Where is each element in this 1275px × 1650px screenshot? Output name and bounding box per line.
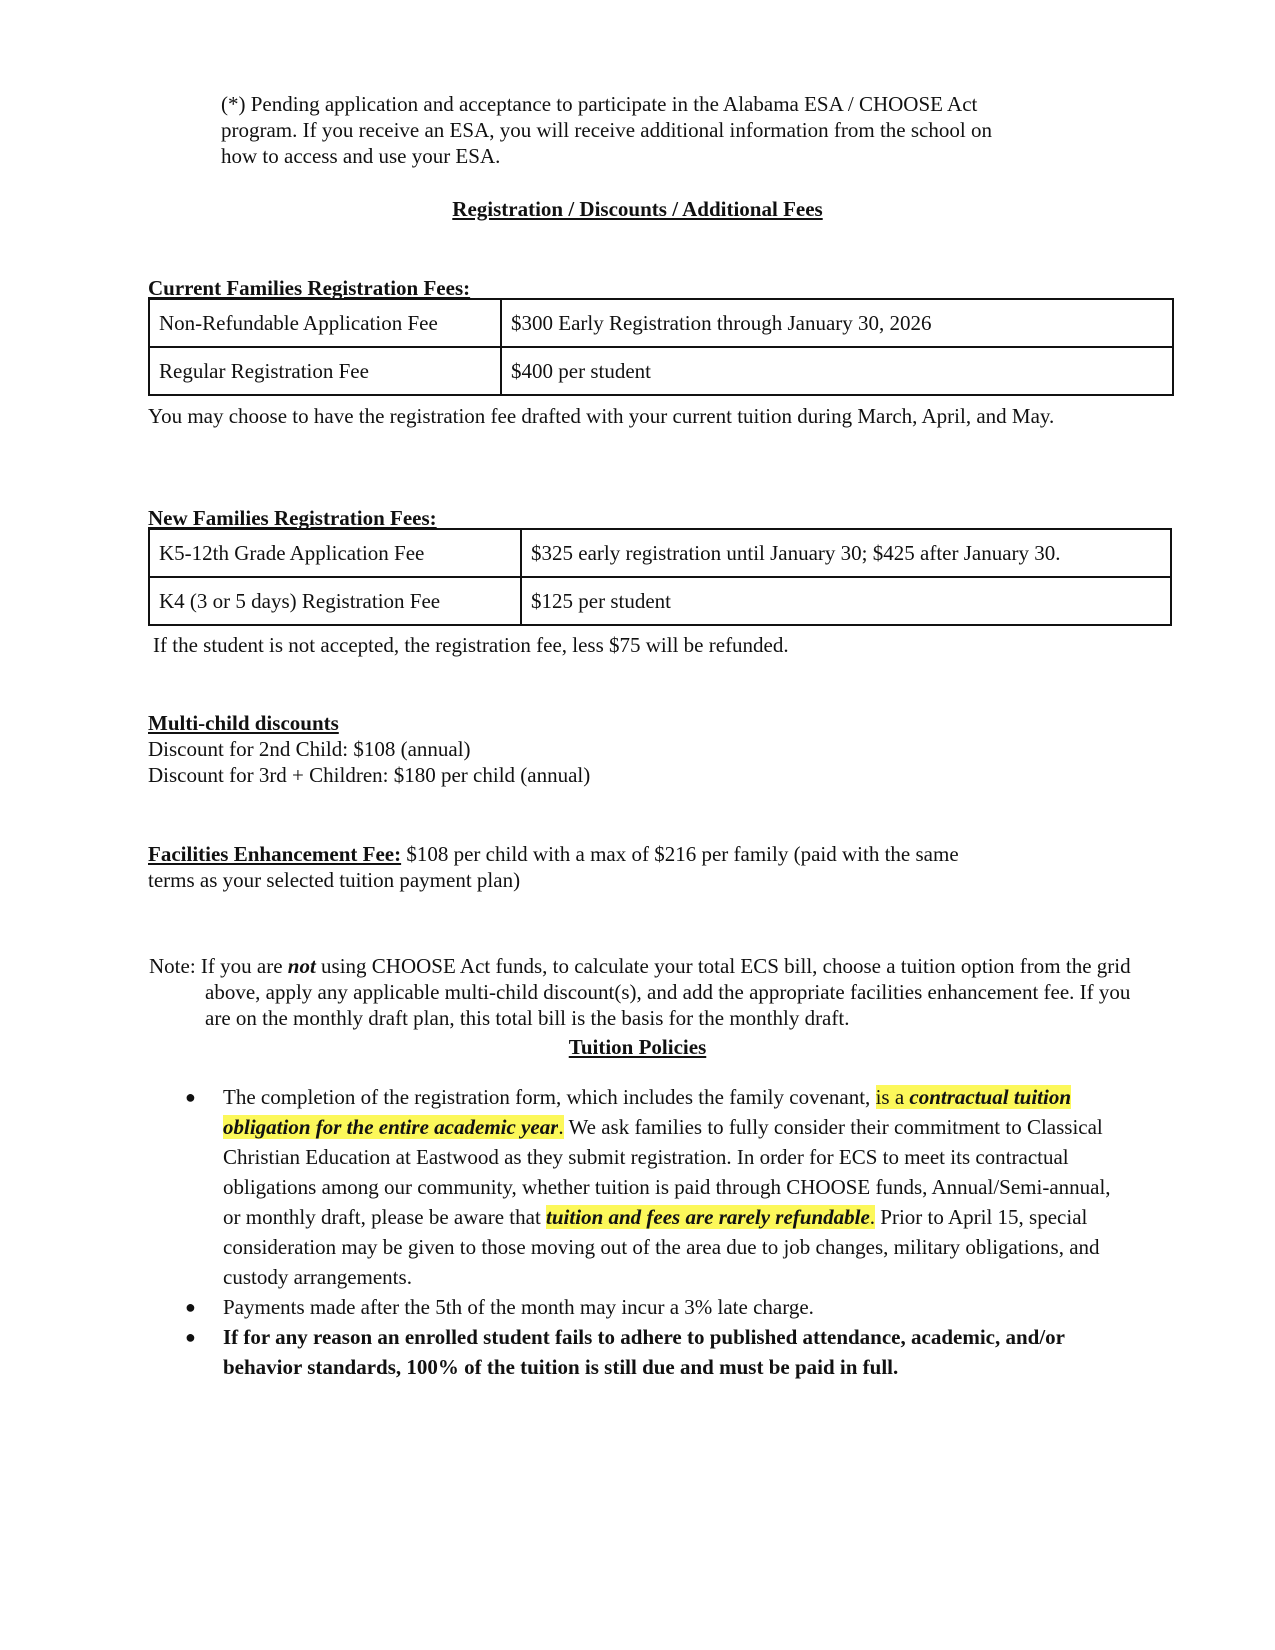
- highlight-period: .: [869, 1205, 876, 1229]
- section-title: Registration / Discounts / Additional Fees: [452, 197, 823, 221]
- table-row: [149, 347, 1173, 395]
- table-row: [149, 529, 1171, 577]
- multi-child-block: [148, 710, 590, 788]
- table-row: [149, 299, 1173, 347]
- new-families-refund-note: If the student is not accepted, the registration fee, less $75 will be refunded.: [153, 633, 789, 657]
- section-title-wrap: [0, 196, 1275, 222]
- fee-label-cell: Regular Registration Fee: [149, 347, 501, 395]
- bullet-icon: ●: [185, 1297, 196, 1317]
- list-item: [185, 1292, 1115, 1322]
- fee-label-cell: Non-Refundable Application Fee: [149, 299, 501, 347]
- facilities-fee-label: Facilities Enhancement Fee:: [148, 842, 402, 866]
- new-families-fee-table: [148, 528, 1172, 626]
- list-item: [185, 1322, 1115, 1382]
- current-families-heading: Current Families Registration Fees:: [148, 276, 471, 300]
- bullet-icon: ●: [185, 1087, 196, 1107]
- highlight-period: .: [558, 1115, 564, 1139]
- esa-pending-note: (*) Pending application and acceptance to participate in the Alabama ESA / CHOOSE Act program. If you receive an ESA, you will receive additional information from the school on how to access and use your ESA.: [221, 92, 992, 168]
- note-part1: Note: If you are: [149, 954, 288, 978]
- policy-text: Prior to April 15, special consideration may be given to those moving out of the area due to job changes, military obligations, and custody arrangements.: [223, 1205, 1100, 1289]
- highlight-obligation: contractual tuition obligation for the entire academic year: [223, 1085, 1072, 1139]
- current-families-draft-note: You may choose to have the registration fee drafted with your current tuition during March, April, and May.: [148, 404, 1055, 428]
- tuition-policies-list: [185, 1082, 1115, 1382]
- bill-calculation-note: [149, 953, 1155, 1031]
- table-row: [149, 577, 1171, 625]
- current-families-fee-table: [148, 298, 1174, 396]
- third-child-discount: Discount for 3rd + Children: $180 per child (annual): [148, 763, 591, 787]
- late-charge-policy: Payments made after the 5th of the month may incur a 3% late charge.: [223, 1295, 814, 1319]
- tuition-due-policy: If for any reason an enrolled student fails to adhere to published attendance, academic, and/or behavior standards, 100% of the tuition is still due and must be paid in full.: [223, 1325, 1065, 1379]
- facilities-fee-paragraph: [148, 841, 978, 893]
- policy-text: The completion of the registration form, which includes the family covenant,: [223, 1085, 876, 1109]
- tuition-policies-title-wrap: [0, 1034, 1275, 1060]
- new-families-heading: New Families Registration Fees:: [148, 506, 437, 530]
- fee-value-cell: $125 per student: [521, 577, 1171, 625]
- highlight-refundable: tuition and fees are rarely refundable: [546, 1205, 870, 1229]
- second-child-discount: Discount for 2nd Child: $108 (annual): [148, 737, 471, 761]
- facilities-fee-text: $108 per child with a max of $216 per family (paid with the same terms as your selected tuition payment plan): [148, 842, 959, 892]
- fee-label-cell: K4 (3 or 5 days) Registration Fee: [149, 577, 521, 625]
- note-emphasis: not: [287, 954, 316, 978]
- policy-text: We ask families to fully consider their commitment to Classical Christian Education at Eastwood as they submit registration. In order for ECS to meet its contractual obligations among our community, whether tuition is paid through CHOOSE funds, Annual/Semi-annual, or monthly draft, please be aware that: [223, 1115, 1111, 1229]
- fee-value-cell: $400 per student: [501, 347, 1173, 395]
- note-part2: using CHOOSE Act funds, to calculate your total ECS bill, choose a tuition option from the grid above, apply any applicable multi-child discount(s), and add the appropriate facilities enhancement fee. If you are on the monthly draft plan, this total bill is the basis for the monthly draft.: [205, 954, 1131, 1030]
- fee-label-cell: K5-12th Grade Application Fee: [149, 529, 521, 577]
- fee-value-cell: $325 early registration until January 30; $425 after January 30.: [521, 529, 1171, 577]
- fee-value-cell: $300 Early Registration through January 30, 2026: [501, 299, 1173, 347]
- multi-child-heading: Multi-child discounts: [148, 711, 339, 735]
- bullet-icon: ●: [185, 1327, 196, 1347]
- highlight-plain: is a: [875, 1085, 910, 1109]
- tuition-policies-title: Tuition Policies: [568, 1035, 707, 1059]
- list-item: [185, 1082, 1115, 1292]
